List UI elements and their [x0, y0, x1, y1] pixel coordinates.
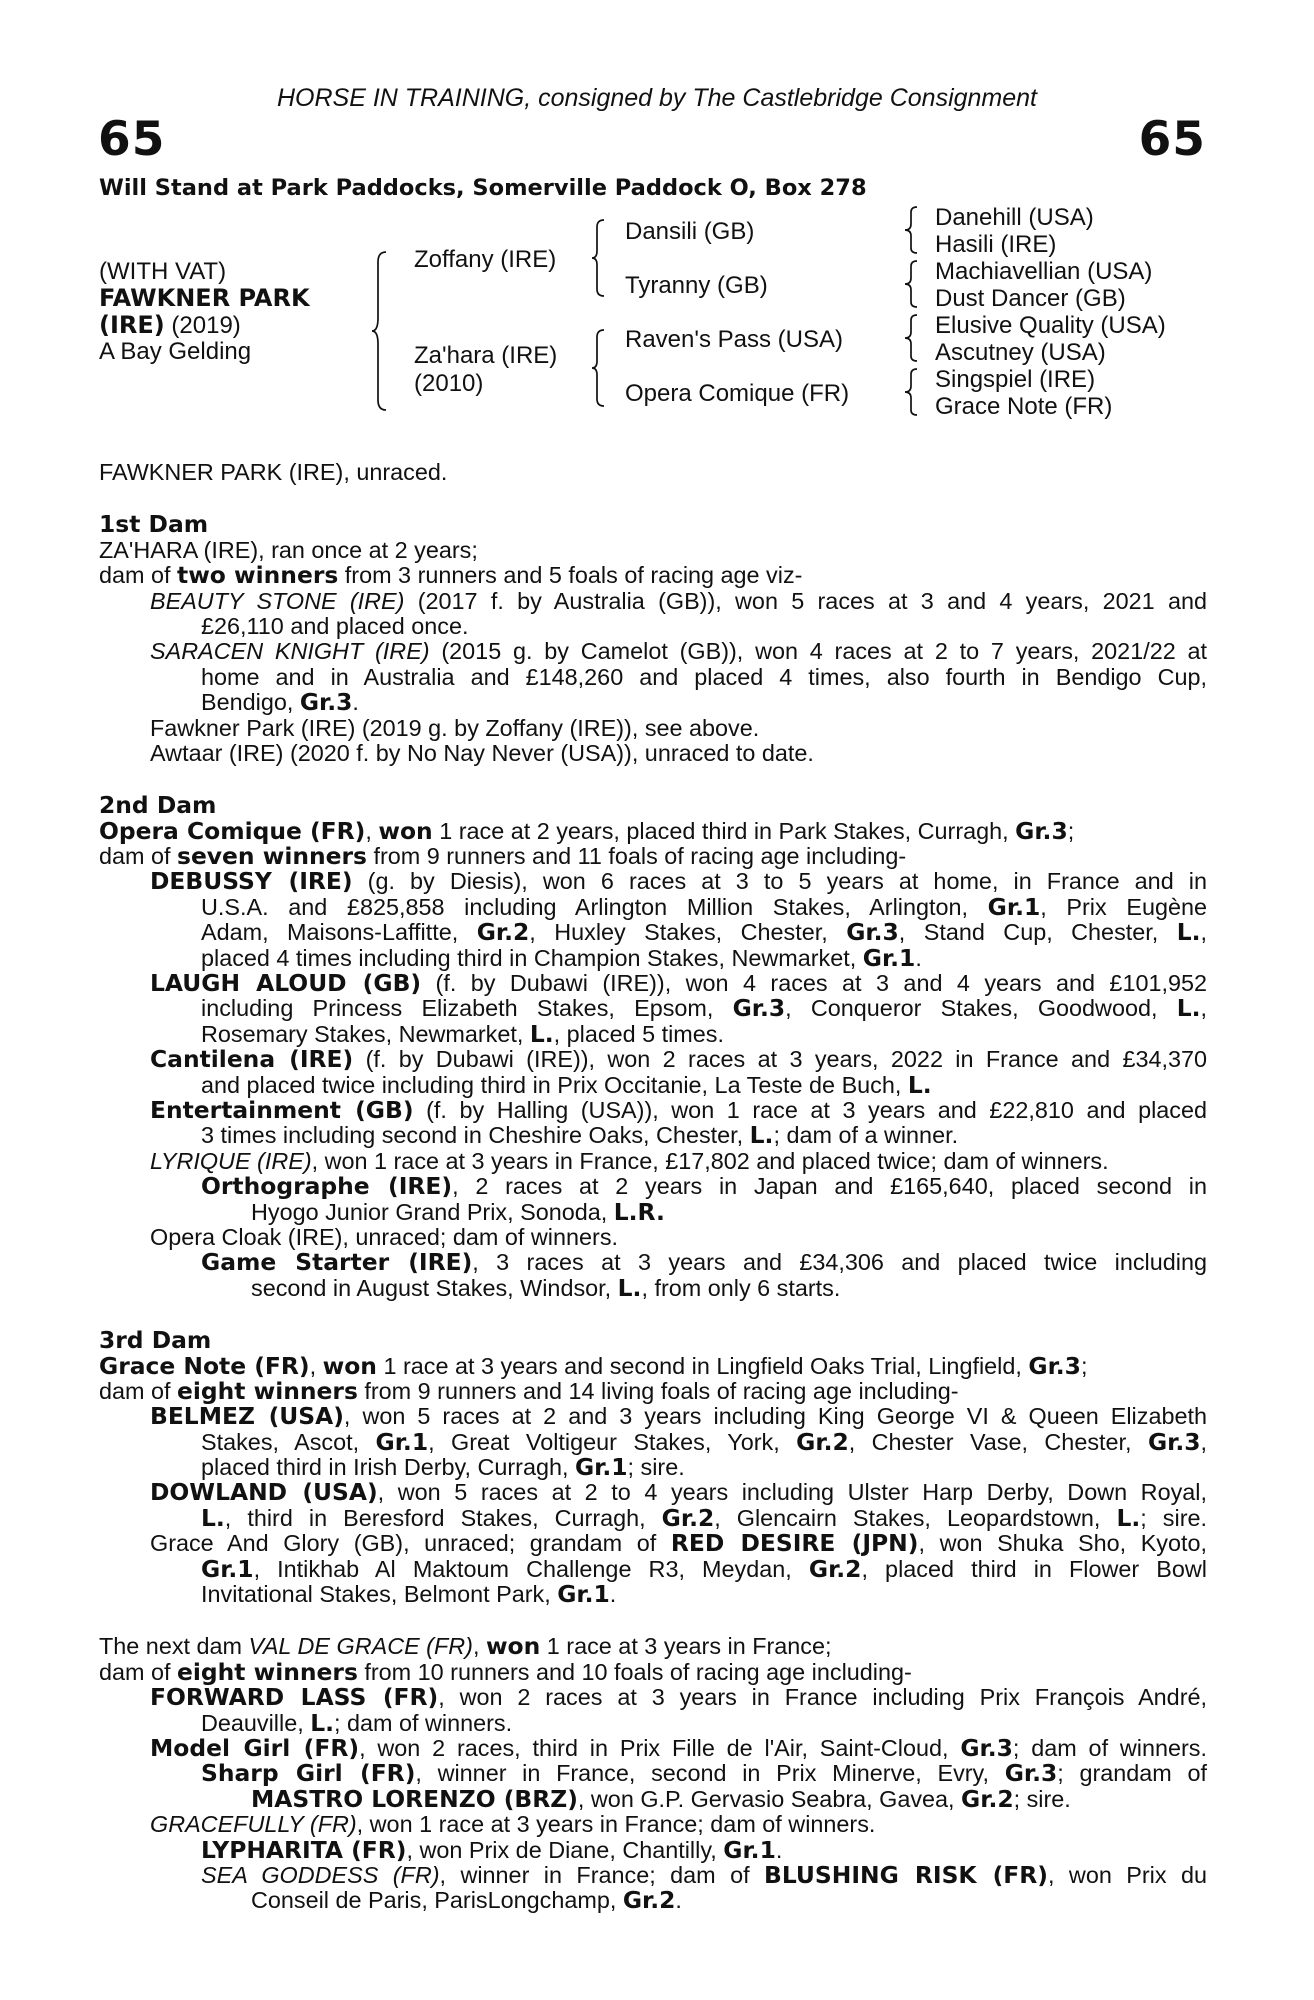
text-line [99, 1225, 1207, 1250]
text-segment: Awtaar (IRE) (2020 f. by No Nay Never (USA)), unraced to date. [150, 739, 814, 766]
text-line [99, 1835, 1207, 1864]
pedigree-g3-elusive-quality: Elusive Quality (USA) [935, 312, 1166, 339]
text-segment: ; sire. [1140, 1504, 1207, 1531]
text-segment: , [1200, 919, 1208, 946]
text-line [99, 943, 1207, 972]
text-segment: from 9 runners and 11 foals of racing age including- [366, 843, 907, 870]
bold-text: L. [749, 1121, 774, 1150]
stand-location: Will Stand at Park Paddocks, Somerville Paddock O, Box 278 [99, 175, 867, 201]
text-segment: ; dam of a winner. [773, 1122, 959, 1149]
text-segment: dam of [99, 843, 178, 870]
text-segment: , winner in France; dam of [439, 1861, 764, 1888]
text-segment: Bendigo, [201, 689, 300, 716]
text-segment: from 3 runners and 5 foals of racing age viz- [338, 562, 803, 589]
bold-text: Gr.1 [987, 892, 1041, 921]
text-segment: Conseil de Paris, ParisLongchamp, [251, 1887, 623, 1914]
text-segment: , placed third in Flower Bowl [861, 1555, 1208, 1582]
pedigree-dam-dam: Opera Comique (FR) [625, 380, 850, 407]
bold-text: Gr.1 [201, 1554, 254, 1583]
catalogue-notes [99, 460, 1207, 1914]
italic-text: GRACEFULLY (FR) [150, 1811, 357, 1838]
pedigree-bracket-g3-2 [903, 258, 923, 310]
text-segment: ; [1067, 817, 1075, 844]
text-segment: , Stand Cup, Chester, [898, 919, 1177, 946]
text-line [99, 538, 1207, 563]
bold-text: Gr.3 [960, 1733, 1013, 1762]
text-line [99, 741, 1207, 766]
italic-text: SEA GODDESS (FR) [201, 1861, 440, 1888]
text-line [99, 1351, 1207, 1380]
text-line [99, 1455, 1207, 1480]
bold-text: Entertainment (GB) [150, 1095, 414, 1124]
text-segment: , won Prix du [1048, 1861, 1207, 1888]
text-segment: (f. by Dubawi (IRE)), won 4 races at 3 and 4 years and £101,952 [421, 970, 1207, 997]
bold-text: LAUGH ALOUD (GB) [150, 969, 422, 998]
section-heading: 3rd Dam [99, 1326, 212, 1355]
bold-text: Gr.1 [723, 1835, 776, 1864]
text-segment: Hyogo Junior Grand Prix, Sonoda, [251, 1198, 614, 1225]
text-line [99, 1888, 1207, 1913]
text-line [99, 1095, 1207, 1124]
section-heading: 2nd Dam [99, 791, 217, 820]
text-line [99, 869, 1207, 894]
horse-name: FAWKNER PARK [99, 284, 310, 312]
text-line [99, 892, 1207, 921]
text-line [99, 1273, 1207, 1302]
text-line [99, 1761, 1207, 1786]
text-line [99, 563, 1207, 588]
text-segment: ; [1080, 1352, 1088, 1379]
text-line [99, 1047, 1207, 1072]
bold-text: Gr.1 [862, 943, 916, 972]
horse-year: (2019) [171, 312, 241, 339]
text-line [99, 971, 1207, 996]
bold-text: BLUSHING RISK (FR) [764, 1860, 1048, 1889]
bold-text: Gr.3 [732, 994, 786, 1023]
text-segment: . [675, 1887, 682, 1914]
bold-text: L. [617, 1273, 642, 1302]
italic-text: VAL DE GRACE (FR) [248, 1633, 473, 1660]
bold-text: FORWARD LASS (FR) [150, 1683, 439, 1712]
bold-text: L. [907, 1070, 932, 1099]
text-line [99, 1531, 1207, 1556]
text-segment: , won 5 races at 2 to 4 years including Ulster Harp Derby, Down Royal, [377, 1479, 1207, 1506]
pedigree-bracket-sire-dam [370, 248, 400, 414]
bold-text: L. [201, 1503, 225, 1532]
pedigree-sire: Zoffany (IRE) [414, 246, 557, 273]
text-segment: ; grandam of [1057, 1760, 1207, 1787]
section-spacer [99, 1301, 1207, 1328]
text-segment: 1 race at 3 years in France; [540, 1633, 832, 1660]
vat-note: (WITH VAT) [99, 258, 227, 285]
text-segment: dam of [99, 1377, 178, 1404]
text-segment: (2017 f. by Australia (GB)), won 5 races at 3 and 4 years, 2021 and [404, 587, 1207, 614]
horse-country: (IRE) [99, 311, 165, 339]
text-segment: , Prix Eugène [1040, 893, 1207, 920]
text-segment: ; dam of winners. [334, 1709, 513, 1736]
pedigree-sire-sire: Dansili (GB) [625, 218, 755, 245]
bold-text: Gr.1 [375, 1427, 429, 1456]
text-segment: , winner in France, second in Prix Minerve, Evry, [415, 1760, 1005, 1787]
text-segment: placed third in Irish Derby, Curragh, [201, 1454, 575, 1481]
section-spacer [99, 485, 1207, 512]
bold-text: Gr.3 [1147, 1427, 1201, 1456]
text-segment: dam of [99, 562, 178, 589]
bold-text: Sharp Girl (FR) [201, 1759, 416, 1788]
text-segment: , won 2 races, third in Prix Fille de l'Air, Saint-Cloud, [359, 1734, 961, 1761]
text-segment: The next dam [99, 1633, 249, 1660]
text-line [99, 665, 1207, 690]
text-line [99, 1860, 1207, 1889]
text-segment: . [775, 1836, 783, 1863]
text-segment: 1 race at 3 years and second in Lingfield Oaks Trial, Lingfield, [376, 1352, 1029, 1379]
pedigree-bracket-dam [590, 326, 612, 410]
text-segment: . [915, 944, 922, 971]
text-segment: Opera Cloak (IRE), unraced; dam of winners. [150, 1223, 619, 1250]
italic-text: BEAUTY STONE (IRE) [150, 587, 405, 614]
bold-text: Gr.3 [299, 688, 353, 717]
text-line [99, 816, 1207, 845]
text-segment: . [609, 1581, 617, 1608]
bold-text: Gr.3 [1028, 1351, 1081, 1380]
text-segment: placed 4 times including third in Champion Stakes, Newmarket, [201, 944, 863, 971]
text-line [99, 1812, 1207, 1837]
text-segment: from 10 runners and 10 foals of racing age including- [357, 1658, 912, 1685]
text-segment: , Chester Vase, Chester, [848, 1428, 1148, 1455]
text-segment: Fawkner Park (IRE) (2019 g. by Zoffany (IRE)), see above. [150, 714, 760, 741]
text-line [99, 589, 1207, 614]
text-line [99, 1070, 1207, 1099]
bold-text: DOWLAND (USA) [150, 1478, 378, 1507]
pedigree-g3-dust-dancer: Dust Dancer (GB) [935, 285, 1126, 312]
bold-text: Gr.1 [574, 1453, 628, 1482]
bold-text: eight winners [177, 1376, 358, 1405]
text-segment: , won 1 race at 3 years in France, £17,802 and placed twice; dam of winners. [311, 1147, 1109, 1174]
text-segment: , third in Beresford Stakes, Curragh, [224, 1504, 662, 1531]
text-line [99, 1149, 1207, 1174]
text-segment: Adam, Maisons-Laffitte, [201, 919, 477, 946]
text-line [99, 1174, 1207, 1199]
text-segment: dam of [99, 1658, 178, 1685]
bold-text: Gr.2 [476, 918, 530, 947]
text-segment: , from only 6 starts. [641, 1274, 841, 1301]
bold-text: won [485, 1632, 541, 1661]
text-segment: 1 race at 2 years, placed third in Park Stakes, Curragh, [432, 817, 1016, 844]
lot-number-right: 65 [1138, 112, 1206, 167]
text-segment: , Huxley Stakes, Chester, [529, 919, 847, 946]
text-segment: , Intikhab Al Maktoum Challenge R3, Meydan, [253, 1555, 809, 1582]
text-segment: (2015 g. by Camelot (GB)), won 4 races at 2 to 7 years, 2021/22 at [429, 638, 1208, 665]
text-line [99, 1503, 1207, 1532]
bold-text: won [378, 816, 433, 845]
pedigree-bracket-sire [590, 216, 612, 300]
bold-text: Game Starter (IRE) [201, 1248, 473, 1277]
intro-line: FAWKNER PARK (IRE), unraced. [99, 459, 448, 485]
text-segment: Deauville, [201, 1709, 311, 1736]
text-segment: ; sire. [1013, 1785, 1071, 1812]
section-spacer [99, 1607, 1207, 1634]
text-segment: , Great Voltigeur Stakes, York, [428, 1428, 797, 1455]
text-segment: , Conqueror Stakes, Goodwood, [785, 995, 1177, 1022]
bold-text: Gr.2 [796, 1427, 849, 1456]
pedigree-g3-machiavellian: Machiavellian (USA) [935, 258, 1153, 285]
text-segment: , Glencairn Stakes, Leopardstown, [714, 1504, 1117, 1531]
text-line [99, 1019, 1207, 1048]
italic-text: LYRIQUE (IRE) [150, 1147, 312, 1174]
pedigree-bracket-g3-3 [903, 312, 923, 364]
text-segment: Grace And Glory (GB), unraced; grandam of [150, 1530, 671, 1557]
text-segment: (f. by Halling (USA)), won 1 race at 3 years and £22,810 and placed [413, 1096, 1207, 1123]
bold-text: L. [1116, 1503, 1141, 1532]
page-header-title: HORSE IN TRAINING, consigned by The Castlebridge Consignment [276, 84, 1038, 112]
text-segment: , won 5 races at 2 and 3 years including King George VI & Queen Elizabeth [343, 1403, 1207, 1430]
text-line [99, 1404, 1207, 1429]
text-segment: including Princess Elizabeth Stakes, Epsom, [201, 995, 733, 1022]
text-segment: ; sire. [627, 1454, 685, 1481]
text-segment: , won Prix de Diane, Chantilly, [406, 1836, 724, 1863]
text-line [99, 716, 1207, 741]
bold-text: L. [310, 1708, 335, 1737]
text-line [99, 1708, 1207, 1737]
bold-text: L. [529, 1019, 554, 1048]
text-line [99, 1376, 1207, 1405]
bold-text: BELMEZ (USA) [150, 1402, 344, 1431]
bold-text: Gr.2 [808, 1554, 862, 1583]
pedigree-bracket-g3-4 [903, 366, 923, 418]
text-segment: ; dam of winners. [1012, 1734, 1207, 1761]
bold-text: Gr.3 [1015, 816, 1068, 845]
text-line [99, 639, 1207, 664]
bold-text: RED DESIRE (JPN) [670, 1529, 919, 1558]
text-segment: . [352, 689, 359, 716]
pedigree-dam-year: (2010) [414, 370, 484, 397]
dam-sections [99, 485, 1207, 1913]
text-line [99, 614, 1207, 639]
text-line [99, 1250, 1207, 1275]
text-line [99, 1657, 1207, 1686]
pedigree-g3-ascutney: Ascutney (USA) [935, 339, 1106, 366]
bold-text: DEBUSSY (IRE) [150, 867, 353, 896]
text-segment: , [1200, 1428, 1207, 1455]
bold-text: LYPHARITA (FR) [201, 1835, 407, 1864]
text-line [99, 1733, 1207, 1762]
text-segment: U.S.A. and £825,858 including Arlington Million Stakes, Arlington, [201, 893, 988, 920]
bold-text: seven winners [177, 842, 367, 871]
text-segment: , 3 races at 3 years and £34,306 and placed twice including [472, 1249, 1207, 1276]
text-segment: Rosemary Stakes, Newmarket, [201, 1020, 530, 1047]
text-line [99, 920, 1207, 945]
bold-text: Opera Comique (FR) [99, 816, 366, 845]
bold-text: eight winners [177, 1657, 358, 1686]
text-segment: and placed twice including third in Prix Occitanie, La Teste de Buch, [201, 1071, 908, 1098]
text-segment: (f. by Dubawi (IRE)), won 2 races at 3 years, 2022 in France and £34,370 [353, 1046, 1207, 1073]
bold-text: Grace Note (FR) [99, 1351, 310, 1380]
text-segment: ZA'HARA (IRE), ran once at 2 years; [99, 536, 478, 563]
text-segment: (g. by Diesis), won 6 races at 3 to 5 years at home, in France and in [352, 868, 1207, 895]
bold-text: MASTRO LORENZO (BRZ) [251, 1784, 578, 1813]
bold-text: L.R. [613, 1197, 665, 1226]
text-segment: second in August Stakes, Windsor, [251, 1274, 618, 1301]
text-segment: , won G.P. Gervasio Seabra, Gavea, [577, 1785, 962, 1812]
pedigree-g3-grace-note: Grace Note (FR) [935, 393, 1113, 420]
pedigree-g3-hasili: Hasili (IRE) [935, 231, 1057, 258]
bold-text: L. [1176, 918, 1201, 947]
text-segment: , [472, 1633, 486, 1660]
text-segment: , won 2 races at 3 years in France including Prix François André, [438, 1684, 1207, 1711]
text-line [99, 996, 1207, 1021]
text-line [99, 1427, 1207, 1456]
text-segment: from 9 runners and 14 living foals of racing age including- [357, 1377, 959, 1404]
bold-text: Orthographe (IRE) [201, 1172, 453, 1201]
pedigree-g3-danehill: Danehill (USA) [935, 204, 1094, 231]
text-line [99, 1784, 1207, 1813]
bold-text: Cantilena (IRE) [150, 1045, 354, 1074]
bold-text: Gr.2 [661, 1503, 715, 1532]
text-line [99, 844, 1207, 869]
text-segment: Invitational Stakes, Belmont Park, [201, 1581, 558, 1608]
text-segment: home and in Australia and £148,260 and placed 4 times, also fourth in Bendigo Cup, [201, 663, 1207, 690]
bold-text: Gr.3 [1004, 1759, 1058, 1788]
text-segment: 3 times including second in Cheshire Oaks, Chester, [201, 1122, 750, 1149]
text-line [99, 1634, 1207, 1659]
text-segment: Stakes, Ascot, [201, 1428, 376, 1455]
section-spacer [99, 766, 1207, 793]
bold-text: Gr.3 [846, 918, 899, 947]
pedigree-dam: Za'hara (IRE) [414, 342, 558, 369]
text-segment: , [365, 817, 379, 844]
text-line [99, 1685, 1207, 1710]
text-segment: , won Shuka Sho, Kyoto, [918, 1530, 1208, 1557]
text-segment: , placed 5 times. [553, 1020, 724, 1047]
bold-text: L. [1176, 994, 1201, 1023]
section-heading: 1st Dam [99, 510, 209, 539]
bold-text: two winners [177, 561, 339, 590]
text-line [99, 1197, 1207, 1226]
text-line [99, 690, 1207, 715]
bold-text: Gr.2 [622, 1886, 676, 1915]
pedigree-bracket-g3-1 [903, 204, 923, 256]
pedigree-sire-dam: Tyranny (GB) [625, 272, 768, 299]
horse-description: A Bay Gelding [99, 338, 252, 365]
text-segment: , [1200, 995, 1207, 1022]
pedigree-dam-sire: Raven's Pass (USA) [625, 326, 843, 353]
bold-text: won [322, 1351, 377, 1380]
horse-name-line2 [99, 311, 241, 340]
bold-text: Gr.1 [557, 1580, 610, 1609]
bold-text: Gr.2 [961, 1784, 1014, 1813]
bold-text: Model Girl (FR) [150, 1733, 360, 1762]
pedigree-g3-singspiel: Singspiel (IRE) [935, 366, 1096, 393]
text-segment: £26,110 and placed once. [201, 612, 469, 639]
lot-number-left: 65 [98, 112, 166, 167]
text-segment: , [309, 1352, 323, 1379]
text-segment: , won 1 race at 3 years in France; dam of winners. [356, 1811, 876, 1838]
text-line [99, 1123, 1207, 1148]
text-segment: , 2 races at 2 years in Japan and £165,640, placed second in [452, 1173, 1207, 1200]
text-line [99, 1582, 1207, 1607]
text-line [99, 1554, 1208, 1583]
text-line [99, 1480, 1207, 1505]
italic-text: SARACEN KNIGHT (IRE) [150, 638, 430, 665]
